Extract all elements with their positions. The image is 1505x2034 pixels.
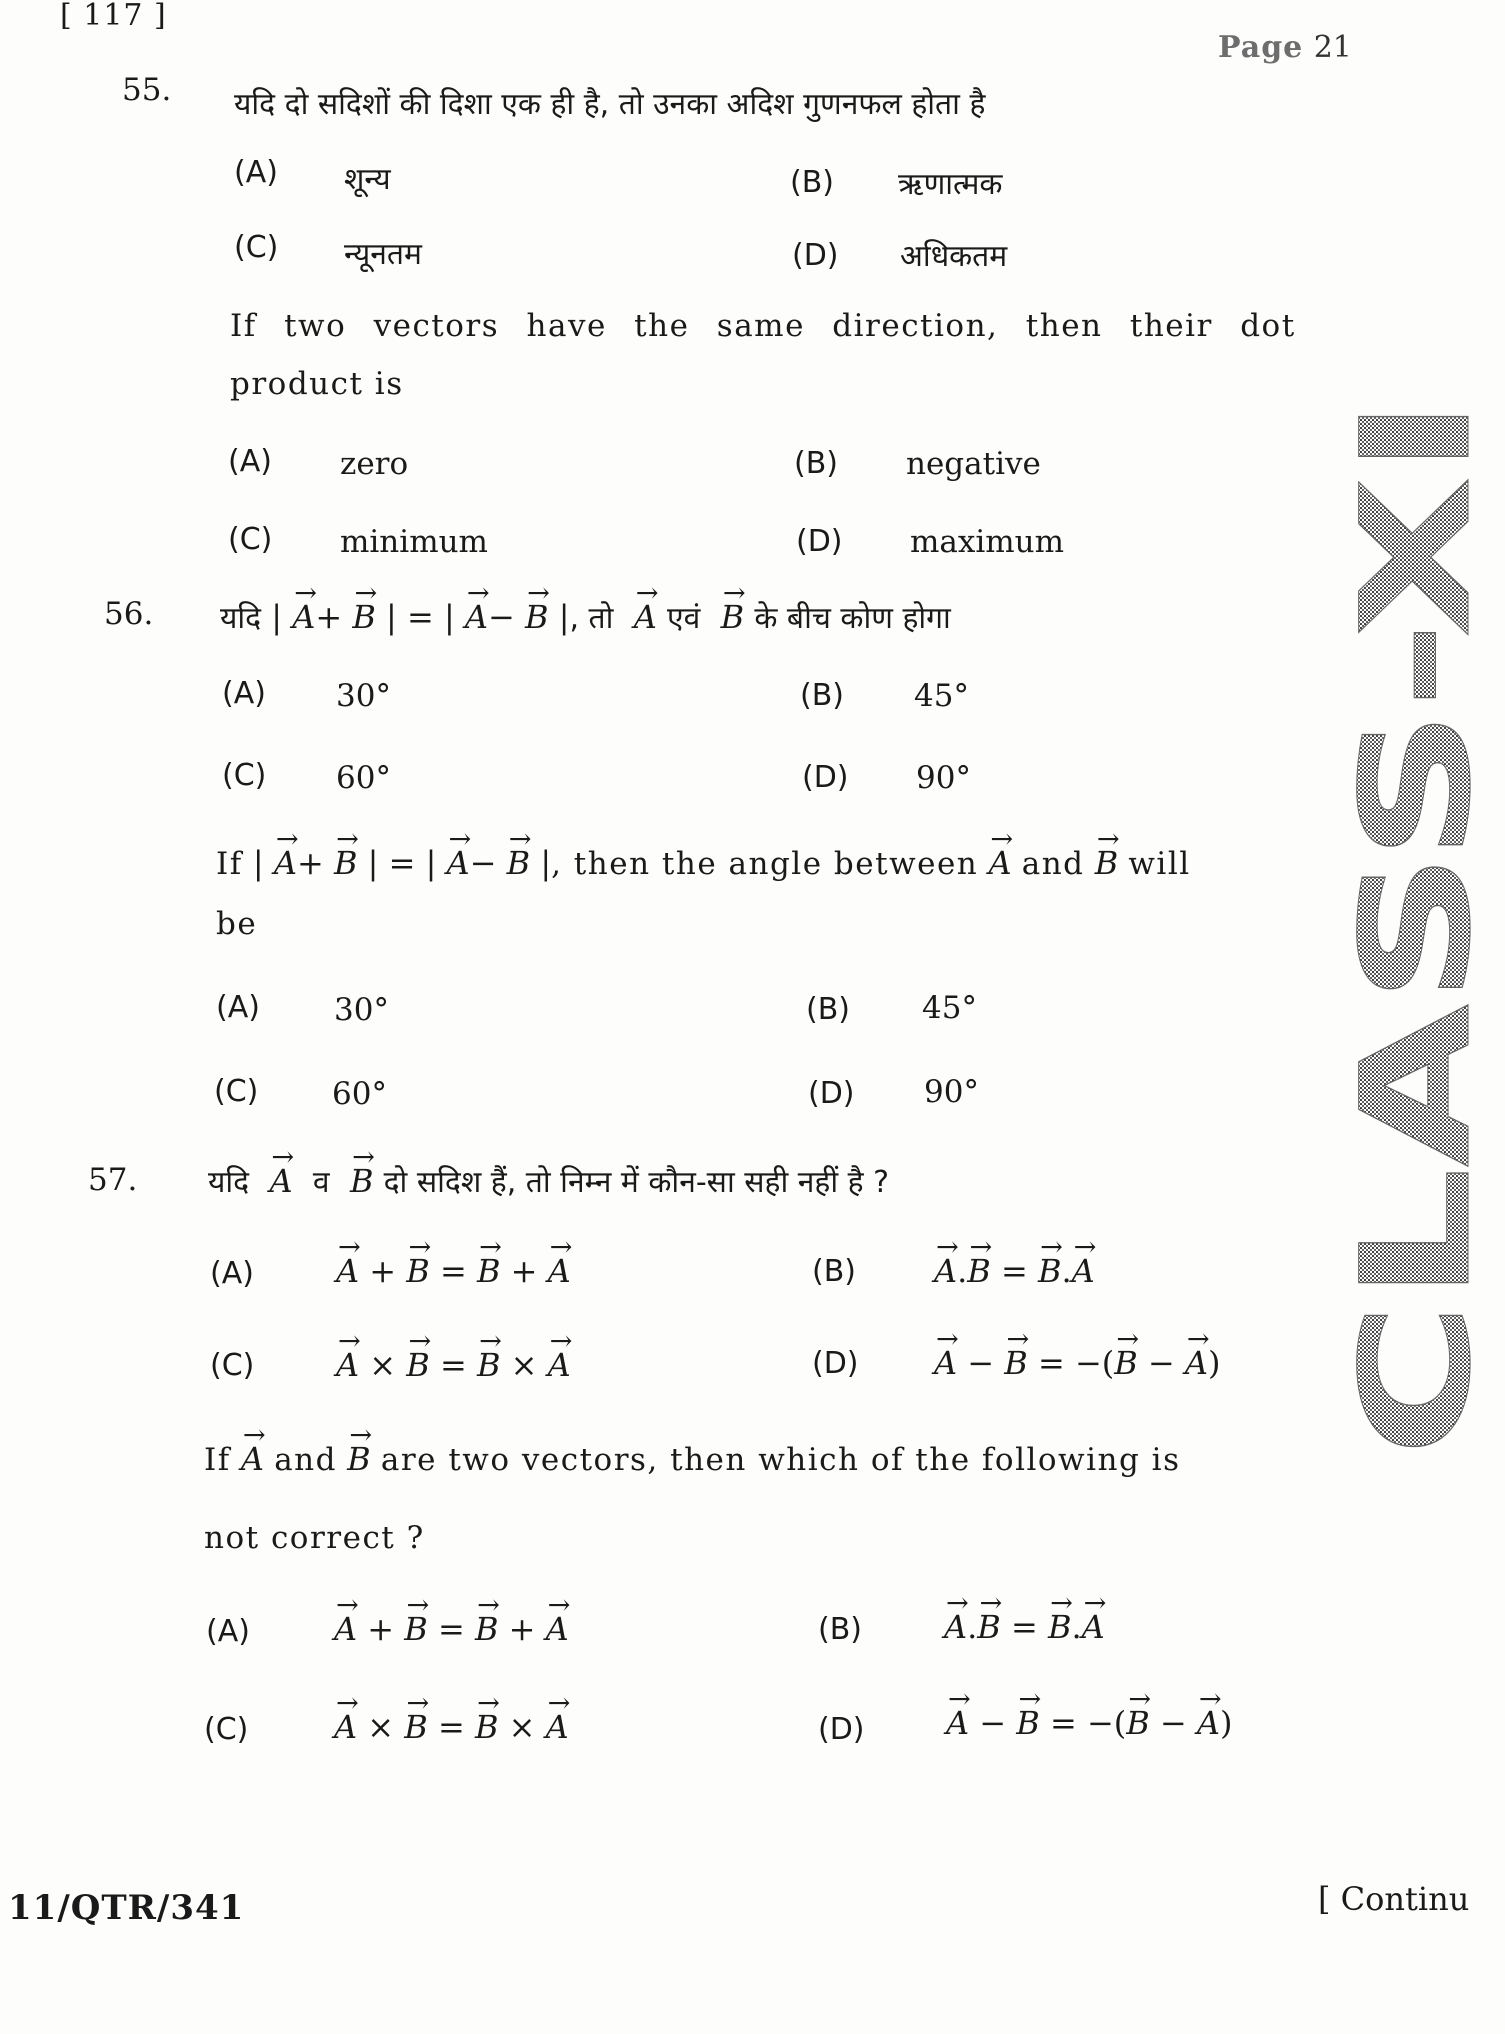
q55-number: 55. bbox=[122, 72, 172, 108]
q57-hi-va: व bbox=[312, 1165, 330, 1200]
q57-set1-opt-a-expr: → A + → B = → B + → A bbox=[336, 1252, 571, 1290]
q55-hi-opt-d-letter: (D) bbox=[792, 238, 839, 273]
q57-set1-opt-c-expr: → A × → B = → B × → A bbox=[336, 1346, 571, 1384]
q55-english-line2: product is bbox=[230, 366, 404, 402]
q56-set2-opt-c-text: 60° bbox=[332, 1076, 387, 1112]
q56-hi-prefix: यदि bbox=[220, 601, 262, 636]
vector-b: → B bbox=[1095, 844, 1119, 882]
q55-en-opt-d-letter: (D) bbox=[796, 524, 843, 559]
vector-b: → B bbox=[507, 844, 531, 882]
page-number: [ 117 ] bbox=[60, 0, 167, 33]
q56-en-will: will bbox=[1128, 846, 1191, 882]
q57-hi-prefix: यदि bbox=[208, 1165, 250, 1200]
q56-english-question bbox=[216, 844, 1191, 882]
vector-b: → B bbox=[350, 1162, 374, 1200]
vector-a: → A bbox=[241, 1440, 264, 1478]
q55-en-opt-b-letter: (B) bbox=[794, 446, 838, 481]
footer-continued: [ Continu bbox=[1318, 1880, 1470, 1918]
q57-set1-opt-c-letter: (C) bbox=[210, 1348, 255, 1383]
q56-set2-opt-d-letter: (D) bbox=[808, 1076, 855, 1111]
q57-set2-opt-a-expr: → A + → B = → B + → A bbox=[334, 1610, 569, 1648]
q55-hi-opt-a-text: शून्य bbox=[344, 162, 391, 197]
q57-set2-opt-d-letter: (D) bbox=[818, 1712, 865, 1747]
vector-b: → B bbox=[352, 598, 376, 636]
q56-number: 56. bbox=[104, 596, 154, 632]
q57-hi-suffix: दो सदिश हैं, तो निम्न में कौन-सा सही नहीं है ? bbox=[383, 1165, 890, 1200]
q55-en-opt-c-letter: (C) bbox=[228, 522, 273, 557]
q57-english-question bbox=[204, 1440, 1181, 1478]
q56-set1-opt-c-text: 60° bbox=[336, 760, 391, 796]
vector-a: → A bbox=[269, 1162, 292, 1200]
q56-hindi-question bbox=[220, 596, 951, 637]
q56-english-line2: be bbox=[216, 906, 258, 942]
q57-set2-opt-a-letter: (A) bbox=[206, 1614, 250, 1649]
q56-hi-condition: | → A+ → B | = | → A− → B | bbox=[271, 598, 569, 636]
q56-set2-opt-a-letter: (A) bbox=[216, 990, 260, 1025]
q55-en-opt-d-text: maximum bbox=[910, 524, 1065, 560]
q55-hi-opt-d-text: अधिकतम bbox=[900, 239, 1008, 274]
q56-set1-opt-a-text: 30° bbox=[336, 678, 391, 714]
q55-en-opt-b-text: negative bbox=[906, 446, 1041, 482]
vector-a: → A bbox=[292, 598, 315, 636]
q56-set2-opt-c-letter: (C) bbox=[214, 1074, 259, 1109]
q57-set1-opt-a-letter: (A) bbox=[210, 1256, 254, 1291]
q55-hi-opt-c-text: न्यूनतम bbox=[344, 237, 422, 272]
q56-set1-opt-d-letter: (D) bbox=[802, 760, 849, 795]
vector-b: → B bbox=[334, 844, 358, 882]
q56-en-prefix: If bbox=[216, 846, 243, 882]
page-label bbox=[1218, 30, 1352, 65]
q55-hi-opt-b-letter: (B) bbox=[790, 165, 834, 200]
vector-a: → A bbox=[988, 844, 1011, 882]
q55-en-opt-a-letter: (A) bbox=[228, 444, 272, 479]
vector-b: → B bbox=[347, 1440, 371, 1478]
q56-set1-opt-b-letter: (B) bbox=[800, 678, 844, 713]
q56-en-mid: , then the angle between bbox=[551, 846, 979, 882]
q56-hi-suffix: के बीच कोण होगा bbox=[754, 601, 951, 636]
q56-hi-then: , तो bbox=[569, 601, 614, 636]
q55-english-line1: If two vectors have the same direction, then their dot bbox=[230, 308, 1296, 344]
q56-en-condition: | → A+ → B | = | → A− → B | bbox=[253, 844, 551, 882]
q57-set1-opt-d-expr: → A − → B = −(→ B − → A) bbox=[934, 1344, 1221, 1382]
q56-set1-opt-d-text: 90° bbox=[916, 760, 971, 796]
q55-hi-opt-c-letter: (C) bbox=[234, 230, 279, 265]
q57-number: 57. bbox=[88, 1162, 138, 1198]
q57-set2-opt-b-letter: (B) bbox=[818, 1612, 862, 1647]
q57-en-and: and bbox=[274, 1442, 337, 1478]
q56-hi-and: एवं bbox=[667, 601, 701, 636]
q56-set2-opt-a-text: 30° bbox=[334, 992, 389, 1028]
page-label-word: Page bbox=[1218, 30, 1304, 65]
q57-set1-opt-d-letter: (D) bbox=[812, 1346, 859, 1381]
q57-set2-opt-d-expr: → A − → B = −(→ B − → A) bbox=[946, 1704, 1233, 1742]
vector-b: → B bbox=[525, 598, 549, 636]
q57-set2-opt-b-expr: → A.→ B = → B.→ A bbox=[944, 1608, 1105, 1646]
q57-set1-opt-b-letter: (B) bbox=[812, 1254, 856, 1289]
q56-set1-opt-c-letter: (C) bbox=[222, 758, 267, 793]
q55-en-opt-c-text: minimum bbox=[340, 524, 488, 560]
vector-b: → B bbox=[721, 598, 745, 636]
page-label-number: 21 bbox=[1313, 30, 1352, 65]
q55-en-opt-a-text: zero bbox=[340, 446, 409, 482]
q57-en-suffix: are two vectors, then which of the following is bbox=[380, 1442, 1181, 1478]
q57-set2-opt-c-letter: (C) bbox=[204, 1712, 249, 1747]
q56-en-and: and bbox=[1021, 846, 1085, 882]
footer-paper-code: 11/QTR/341 bbox=[8, 1888, 245, 1928]
banner-text: CLASS-XI bbox=[1330, 704, 1504, 1457]
vector-a: → A bbox=[447, 844, 470, 882]
q56-set1-opt-a-letter: (A) bbox=[222, 676, 266, 711]
class-xi-banner-graphic bbox=[1330, 392, 1504, 1462]
q56-set1-opt-b-text: 45° bbox=[914, 678, 969, 714]
q57-set2-opt-c-expr: → A × → B = → B × → A bbox=[334, 1708, 569, 1746]
q57-hindi-question bbox=[208, 1160, 889, 1201]
class-xi-side-banner bbox=[1330, 392, 1504, 1462]
q55-hindi-question: यदि दो सदिशों की दिशा एक ही है, तो उनका अदिश गुणनफल होता है bbox=[234, 87, 986, 122]
q56-set2-opt-b-letter: (B) bbox=[806, 992, 850, 1027]
vector-a: → A bbox=[634, 598, 657, 636]
q55-hi-opt-b-text: ऋणात्मक bbox=[898, 167, 1003, 202]
vector-a: → A bbox=[274, 844, 297, 882]
q56-set2-opt-d-text: 90° bbox=[924, 1074, 979, 1110]
q57-english-line2: not correct ? bbox=[204, 1520, 425, 1556]
q57-set1-opt-b-expr: → A.→ B = → B.→ A bbox=[934, 1252, 1095, 1290]
q55-hi-opt-a-letter: (A) bbox=[234, 155, 278, 190]
q57-en-prefix: If bbox=[204, 1442, 231, 1478]
vector-a: → A bbox=[465, 598, 488, 636]
q56-set2-opt-b-text: 45° bbox=[922, 990, 977, 1026]
